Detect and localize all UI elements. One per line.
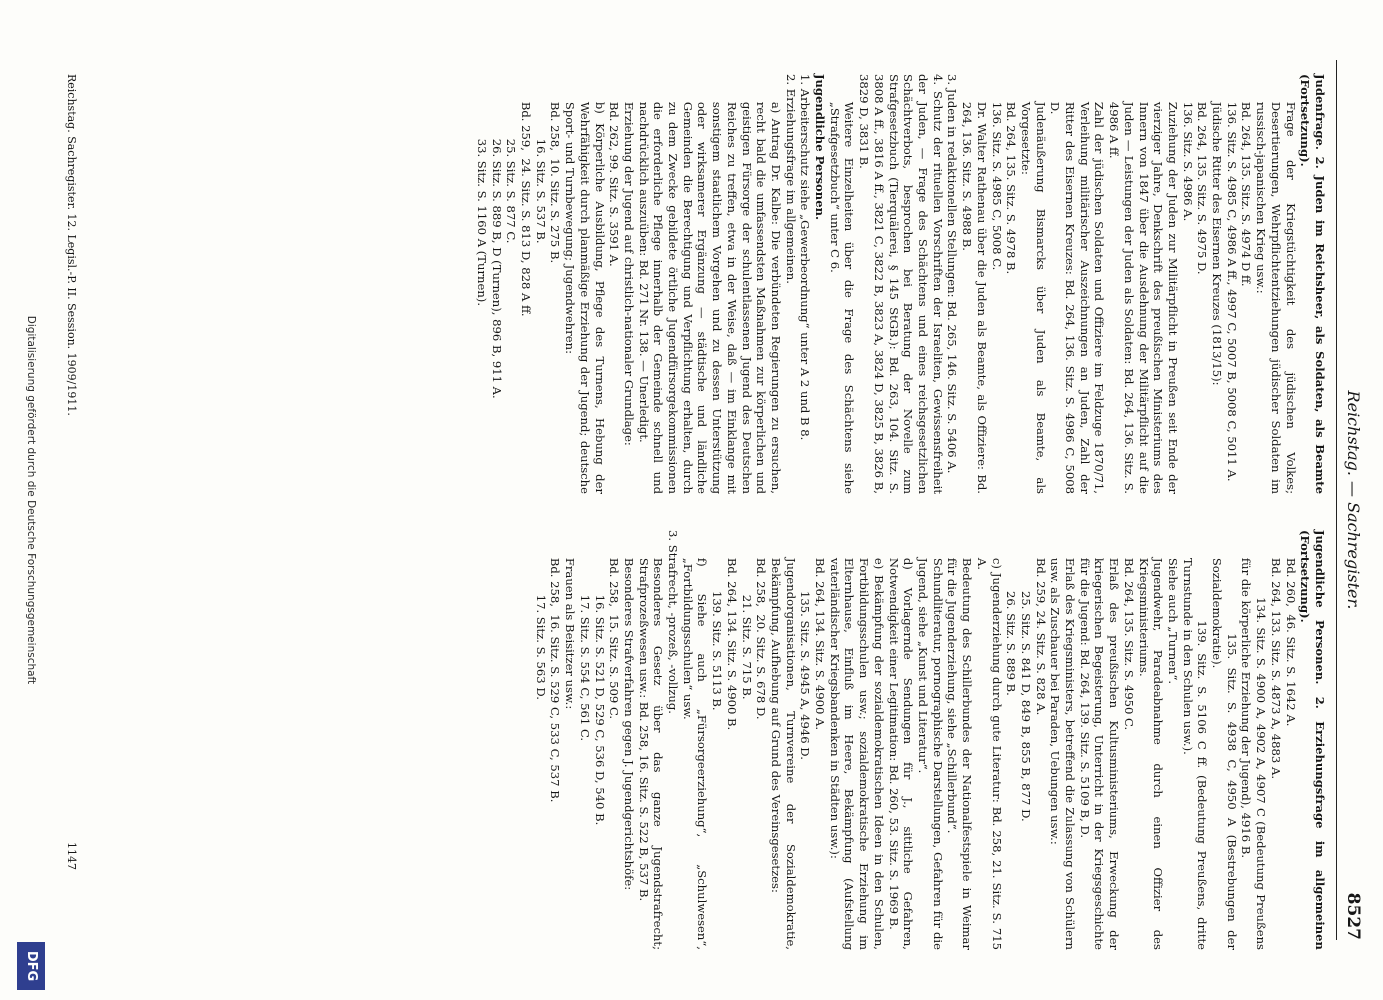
reference-line: 16. Sitz. S. 537 B. bbox=[533, 101, 548, 244]
reference-line: 136. Sitz. S. 4985 C, 5008 C. bbox=[989, 101, 1004, 271]
index-entry: Jugendwehr, Paradeabnahme durch einen Offizier des Kriegsministeriums. bbox=[1136, 557, 1166, 950]
reference-line: 26. Sitz. S. 889 B, D (Turnen), 896 B, 911 A. bbox=[489, 101, 504, 399]
reference-line: Bd. 258, 15. Sitz. S. 509 C. bbox=[607, 557, 622, 720]
reference-line: 136. Sitz. S. 4985 C, 4986 A ff., 4997 C, 5007 B, 5008 C, 5011 A. bbox=[1224, 101, 1239, 482]
index-entry: Bedeutung des Schillerbundes der Nationalfestspiele in Weimar für die Jugenderziehung, siehe „Schillerbund“. bbox=[945, 557, 975, 950]
reference-line: Bd. 264, 134. Sitz. S. 4900 B. bbox=[724, 557, 739, 731]
reference-line: Bd. 264, 135. Sitz. S. 4978 B. bbox=[1004, 101, 1019, 275]
header-title: Reichstag. — Sachregister. bbox=[1344, 390, 1363, 610]
reference-line: Bd. 258, 10. Sitz. S. 275 B. bbox=[548, 101, 563, 264]
index-entry: Jugendorganisationen, Turnvereine der Sozialdemokratie, Bekämpfung, Aufhebung auf Grund des Vereinsgesetzes: bbox=[768, 557, 798, 950]
index-entry: 4. Schutz der rituellen Vorschriften der Israeliten, Gewissensfreiheit der Juden, — Frage des Schächtens und eines reichsgesetzlichen Schächtverbots, besprochen bei Beratung der Novelle zum Strafgesetzbuch (Tierquälerei, § 145 StGB.): Bd. 263, 104. Sitz. S. 3808 A ff., 3816 A ff., 3821 C, 3822 B, 3823 A, 3824 D, 3825 B, 3826 B, 3829 D, 3831 B. bbox=[857, 74, 945, 494]
reference-line: Bd. 259, 24. Sitz. S. 828 A. bbox=[1033, 557, 1048, 716]
reference-line: 135. Sitz. S. 4945 A, 4946 D. bbox=[798, 557, 813, 760]
reference-line: 139. Sitz. S. 5106 C ff. (Bedeutung Preußens, dritte Turnstunde in den Schulen usw.). bbox=[1180, 557, 1210, 954]
entry-heading: Judenfrage. 2. Juden im Reichsheer, als Soldaten, als Beamte (Fortsetzung). bbox=[1298, 74, 1327, 494]
reference-line: 17. Sitz. S. 563 D. bbox=[533, 557, 548, 700]
reference-line: Bd. 259, 24. Sitz. S. 813 D, 828 A ff. bbox=[519, 101, 534, 317]
reference-line: 26. Sitz. S. 889 B. bbox=[1004, 557, 1019, 696]
index-entry: d) Vorlagernde Sendungen für J., sittliche Gefahren, Notwendigkeit einer Legitimation: Bd. 260, 53. Sitz. S. 1969 B. bbox=[886, 557, 916, 950]
reference-line: Bd. 264, 135. Sitz. S. 4974 D ff. bbox=[1239, 101, 1254, 287]
reference-line: 136. Sitz. S. 4986 A. bbox=[1180, 101, 1195, 222]
reference-line: 134. Sitz. S. 4900 A, 4902 A, 4907 C (Bedeutung Preußens für die körperliche Erziehung der Jugend), 4916 B. bbox=[1239, 557, 1269, 954]
index-entry: Jüdische Ritter des Eisernen Kreuzes (1813/15): bbox=[1210, 101, 1225, 386]
page-header bbox=[1336, 60, 1365, 940]
index-entry: Siehe auch „Turnen“. bbox=[1165, 557, 1180, 685]
index-entry: Erziehung der Jugend auf christlich-nationaler Grundlage: bbox=[621, 101, 636, 446]
reference-line: 16. Sitz. S. 521 D, 529 C, 536 D, 540 B. bbox=[592, 557, 607, 826]
footer-page-number: 1147 bbox=[65, 842, 78, 870]
reference-line: Bd. 264, 135. Sitz. S. 4950 C. bbox=[1121, 557, 1136, 731]
reference-line: Bd. 260, 46. Sitz. S. 1642 A. bbox=[1283, 557, 1298, 727]
digitization-credit: Digitalisierung gefördert durch die Deutsche Forschungsgemeinschaft bbox=[25, 315, 37, 685]
reference-line: Bd. 258, 20. Sitz. S. 678 D. bbox=[754, 557, 769, 720]
entry-heading: Jugendliche Personen. 2. Erziehungsfrage im allgemeinen (Fortsetzung). bbox=[1298, 530, 1327, 950]
index-entry: Frage der Kriegstüchtigkeit des jüdischen Volkes; Desertierungen, Wehrpflichtentziehungen jüdischer Soldaten im russisch-japanischen Krieg usw.: bbox=[1254, 101, 1298, 494]
index-entry: Judenäußerung Bismarcks über Juden als Beamte, als Vorgesetzte: bbox=[1018, 101, 1048, 494]
index-entry: Besonderes Strafverfahren gegen J. Jugendgerichtshöfe: bbox=[621, 557, 636, 891]
index-entry: f) Siehe auch „Fürsorgeerziehung“, „Schulwesen“, „Fortbildungsschulen“ usw. bbox=[680, 557, 710, 950]
index-entry: a) Antrag Dr. Kalbe: Die verbündeten Regierungen zu ersuchen, recht bald die umfassendsten Maßnahmen zur körperlichen und geistigen Fürsorge der schulentlassenen Jugend des Deutschen Reiches zu treffen, etwa in der Weise, daß — im Einklange mit sonstigem staatlichem Vorgehen und zu dessen Unterstützung oder wirksamerer Ergänzung — städtische und ländliche Gemeinden die Berechtigung und Verpflichtung erhalten, durch zu dem Zwecke gebildete örtliche Jugendfürsorgekommissionen die erforderliche Pflege innerhalb der Gemeinde schnell und nachdrücklich auszuüben: Bd. 271 Nr. 138. — Unerledigt. bbox=[636, 101, 783, 494]
page-number: 8527 bbox=[1343, 892, 1363, 940]
index-entry: Besonderes Gesetz über das ganze Jugendstrafrecht; Strafprozeßwesen usw.: Bd. 258, 16. Sitz. S. 522 B, 537 B. bbox=[636, 557, 666, 950]
reference-line: Bd. 264, 133. Sitz. S. 4873 A, 4883 A. bbox=[1268, 557, 1283, 780]
reference-line: 17. Sitz. S. 554 C, 561 C. bbox=[577, 557, 592, 742]
index-entry: Schundliteratur, pornographische Darstellungen, Gefahren für die Jugend, siehe „Kunst und Literatur“. bbox=[916, 557, 945, 950]
reference-line: 25. Sitz. S. 877 C. bbox=[504, 101, 519, 244]
reference-line: 25. Sitz. S. 841 D, 849 B, 855 B, 877 D. bbox=[1018, 557, 1033, 822]
index-entry: 2. Erziehungsfrage im allgemeinen. bbox=[783, 74, 798, 284]
right-column bbox=[97, 530, 1327, 954]
index-entry: c) Jugenderziehung durch gute Literatur: Bd. 258, 21. Sitz. S. 715 A. bbox=[974, 557, 1004, 950]
dfg-logo: DFG bbox=[17, 942, 45, 990]
index-entry: Erlaß des Kriegsministers, betreffend die Zulassung von Schülern usw. als Zuschauer bei Paraden, Uebungen usw.: bbox=[1048, 557, 1078, 950]
footer-source: Reichstag. Sachregister. 12. Legisl.-P. II. Session. 1909/1911. bbox=[65, 74, 78, 416]
index-entry: Erlaß des preußischen Kultusministeriums, Erweckung der kriegerischen Begeisterung, Unterricht in der Kriegsgeschichte für die Jugend: Bd. 264, 139. Sitz. S. 5109 B, D. bbox=[1077, 557, 1122, 950]
index-entry: e) Bekämpfung der sozialdemokratischen Ideen in den Schulen, Fortbildungsschulen usw.; sozialdemokratische Erziehung im Elternhause, Einfluß im Heere, Bekämpfung (Aufstellung vaterländischer Kriegsbandenken in Städten usw.): bbox=[827, 557, 886, 950]
reference-line: 21. Sitz. S. 715 B. bbox=[739, 557, 754, 700]
index-entry: Weitere Einzelheiten über die Frage des Schächtens siehe „Strafgesetzbuch“ unter C 6. bbox=[827, 101, 857, 494]
reference-line: 135. Sitz. S. 4938 C, 4950 A (Bestrebungen der Sozialdemokratie). bbox=[1210, 557, 1239, 954]
entry-heading: Jugendliche Personen. bbox=[813, 74, 828, 221]
index-entry: 3. Juden in redaktionellen Stellungen: Bd. 265, 146. Sitz. S. 5406 A. bbox=[945, 74, 960, 474]
left-column bbox=[97, 74, 1327, 494]
page-footer bbox=[56, 74, 78, 940]
index-entry: 1. Arbeiterschutz siehe „Gewerbeordnung“ unter A 2 und B 8. bbox=[798, 74, 813, 441]
reference-line: Bd. 262, 99. Sitz. S. 3591 A. bbox=[607, 101, 622, 267]
reference-line: Bd. 264, 134. Sitz. S. 4900 A. bbox=[813, 557, 828, 731]
index-entry: 3. Strafrecht, -prozeß, -vollzug. bbox=[666, 530, 681, 714]
index-entry: Frauen als Beisitzer usw.: bbox=[563, 557, 578, 710]
index-entry: b) Körperliche Ausbildung, Pflege des Turnens, Hebung der Wehrfähigkeit durch planmäßige Erziehung der Jugend; deutsche Sport- und Turnbewegung; Jugendwehren: bbox=[563, 101, 607, 494]
reference-line: 139. Sitz. S. 5113 B. bbox=[710, 557, 725, 711]
index-entry: Dr. Walter Rathenau über die Juden als Beamte, als Offiziere: Bd. 264, 136. Sitz. S. 4988 B. bbox=[960, 101, 989, 494]
index-entry: Zuziehung der Juden zur Militärpflicht in Preußen seit Ende der vierziger Jahre, Denkschrift des preußischen Ministeriums des Innern von 1847 über die Ausdehnung der Militärpflicht auf die Juden — Leistungen der Juden als Soldaten: Bd. 264, 136. Sitz. S. 4986 A ff. bbox=[1107, 101, 1180, 494]
reference-line: Bd. 264, 135. Sitz. S. 4975 D. bbox=[1195, 101, 1210, 275]
reference-line: Bd. 258, 16. Sitz. S. 529 C, 533 C, 537 B. bbox=[548, 557, 563, 803]
reference-line: 33. Sitz. S. 1160 A (Turnen). bbox=[474, 101, 489, 307]
index-entry: Zahl der jüdischen Soldaten und Offiziere im Feldzuge 1870/71, Verleihung militärischer Auszeichnungen an Juden, Zahl der Ritter des Eisernen Kreuzes: Bd. 264, 136. Sitz. S. 4986 C, 5008 D. bbox=[1048, 101, 1107, 494]
